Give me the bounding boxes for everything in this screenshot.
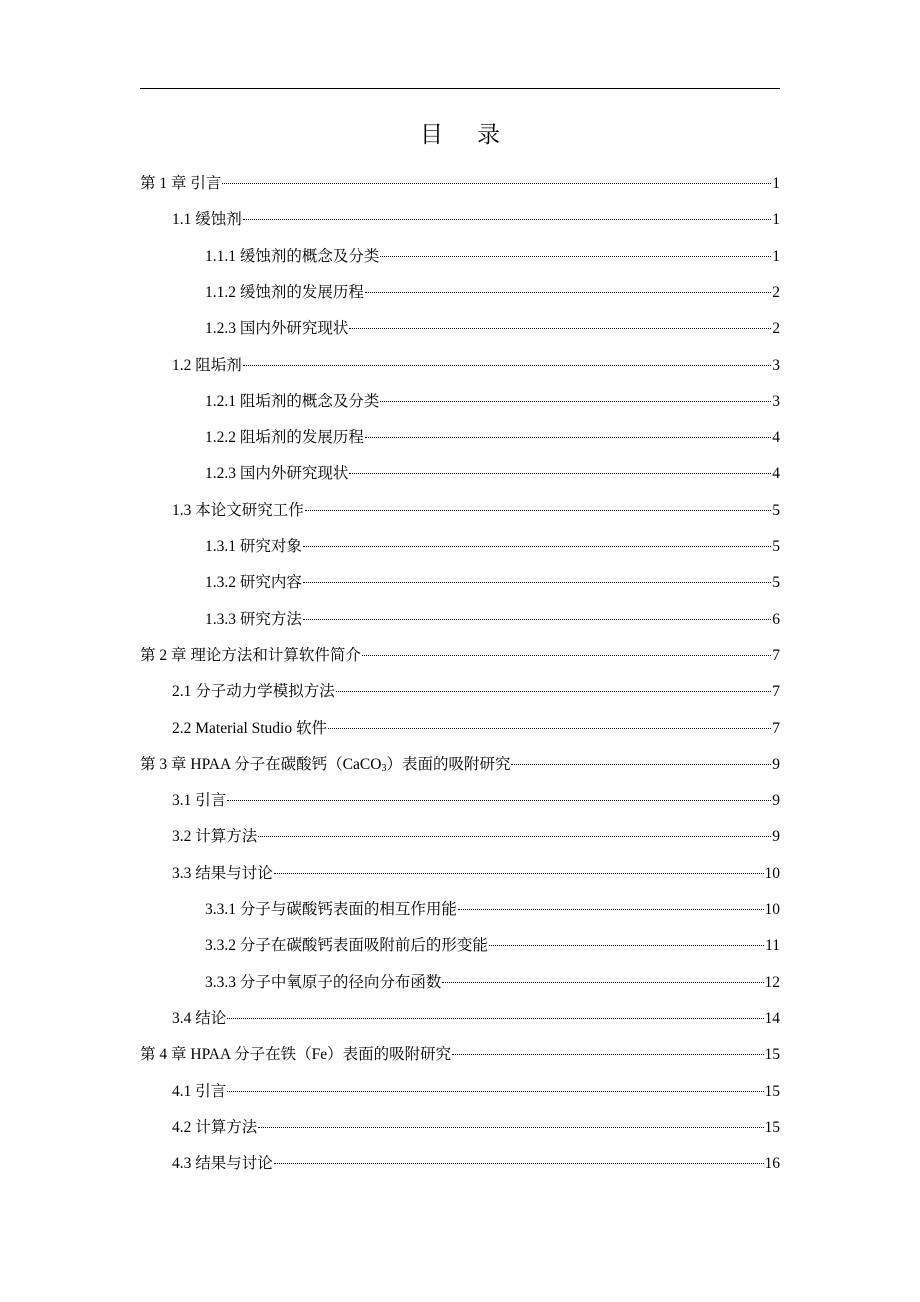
toc-page-number: 7 — [772, 646, 780, 664]
toc-entry[interactable] — [205, 608, 780, 632]
toc-dot-leader — [274, 1163, 764, 1164]
toc-page-number: 5 — [772, 574, 780, 592]
toc-dot-leader — [303, 546, 771, 547]
toc-dot-leader — [458, 909, 764, 910]
toc-page-number: 15 — [764, 1046, 780, 1064]
toc-dot-leader — [258, 836, 771, 837]
toc-page-number: 4 — [772, 465, 780, 483]
toc-page-number: 15 — [764, 1082, 780, 1100]
toc-page-number: 11 — [765, 937, 780, 955]
toc-page-number: 4 — [772, 429, 780, 447]
toc-dot-leader — [274, 873, 764, 874]
toc-entry-title: 1.2.3 国内外研究现状 — [205, 320, 349, 338]
toc-page-number: 2 — [772, 320, 780, 338]
toc-entry-title: 1.1.1 缓蚀剂的概念及分类 — [205, 247, 380, 265]
toc-entry-title: 3.3.3 分子中氧原子的径向分布函数 — [205, 973, 442, 991]
toc-entry[interactable] — [205, 535, 780, 559]
toc-entry-title: 第 1 章 引言 — [140, 175, 222, 192]
toc-page-number: 14 — [764, 1009, 780, 1027]
toc-dot-leader — [362, 655, 771, 656]
toc-entry[interactable] — [205, 971, 780, 995]
toc-entry[interactable] — [205, 571, 780, 595]
toc-dot-leader — [227, 1091, 763, 1092]
toc-entry[interactable] — [140, 1043, 780, 1067]
header-rule — [140, 88, 780, 89]
toc-entry[interactable] — [172, 1152, 780, 1176]
page-title-char-1: 目 — [420, 122, 443, 147]
toc-entry-title: 3.4 结论 — [172, 1009, 227, 1027]
toc-page-number: 15 — [764, 1118, 780, 1136]
toc-entry[interactable] — [172, 1116, 780, 1140]
toc-page-number: 1 — [772, 175, 780, 192]
toc-entry-title: 3.1 引言 — [172, 792, 227, 810]
toc-dot-leader — [222, 183, 771, 184]
toc-page-number: 9 — [772, 792, 780, 810]
toc-dot-leader — [243, 219, 771, 220]
toc-entry-title: 1.1.2 缓蚀剂的发展历程 — [205, 283, 364, 301]
toc-page-number: 16 — [764, 1155, 780, 1173]
toc-dot-leader — [303, 619, 771, 620]
toc-entry-title: 3.3.2 分子在碳酸钙表面吸附前后的形变能 — [205, 937, 488, 955]
toc-entry[interactable] — [172, 499, 780, 523]
toc-entry-title: 第 3 章 HPAA 分子在碳酸钙（CaCO$_3$）表面的吸附研究 — [140, 755, 511, 774]
toc-entry[interactable] — [172, 789, 780, 813]
toc-dot-leader — [365, 437, 771, 438]
toc-entry[interactable] — [205, 281, 780, 305]
toc-page-number: 7 — [772, 719, 780, 737]
toc-dot-leader — [489, 945, 764, 946]
toc-entry[interactable] — [205, 317, 780, 341]
toc-entry-title: 2.2 Material Studio 软件 — [172, 719, 327, 737]
toc-entry[interactable] — [172, 1080, 780, 1104]
toc-entry-title: 3.3 结果与讨论 — [172, 864, 273, 882]
toc-page-number: 9 — [772, 828, 780, 846]
toc-dot-leader — [452, 1054, 763, 1055]
toc-page-number: 3 — [772, 356, 780, 374]
toc-dot-leader — [380, 401, 771, 402]
toc-page-number: 7 — [772, 683, 780, 701]
toc-entry-title: 1.2.2 阻垢剂的发展历程 — [205, 429, 364, 447]
toc-dot-leader — [511, 764, 771, 765]
toc-page-number: 5 — [772, 501, 780, 519]
toc-entry-title: 1.3 本论文研究工作 — [172, 501, 304, 519]
toc-page-number: 6 — [772, 610, 780, 628]
toc-entry-title: 1.3.3 研究方法 — [205, 610, 302, 628]
toc-entry-title: 第 4 章 HPAA 分子在铁（Fe）表面的吸附研究 — [140, 1046, 452, 1064]
toc-dot-leader — [365, 292, 771, 293]
toc-dot-leader — [227, 1018, 763, 1019]
toc-page-number: 1 — [772, 247, 780, 265]
toc-entry-title: 4.3 结果与讨论 — [172, 1155, 273, 1173]
toc-page-number: 9 — [772, 755, 780, 773]
toc-entry[interactable] — [205, 462, 780, 486]
toc-entry[interactable] — [205, 245, 780, 269]
toc-dot-leader — [380, 256, 771, 257]
toc-page-number: 10 — [764, 864, 780, 882]
toc-entry[interactable] — [172, 208, 780, 232]
toc-entry[interactable] — [172, 862, 780, 886]
toc-entry-title: 1.2.3 国内外研究现状 — [205, 465, 349, 483]
toc-entry-title: 1.2 阻垢剂 — [172, 356, 242, 374]
toc-entry[interactable] — [205, 934, 780, 958]
toc-entry-title: 1.3.1 研究对象 — [205, 538, 302, 555]
toc-entry[interactable] — [205, 898, 780, 922]
toc-dot-leader — [442, 982, 763, 983]
toc-dot-leader — [349, 473, 771, 474]
page-title-char-2: 录 — [477, 122, 500, 147]
toc-dot-leader — [243, 365, 771, 366]
toc-dot-leader — [303, 582, 771, 583]
toc-entry-title: 1.1 缓蚀剂 — [172, 211, 242, 229]
toc-dot-leader — [349, 328, 771, 329]
toc-entry[interactable] — [172, 680, 780, 704]
toc-entry-title: 1.3.2 研究内容 — [205, 574, 302, 592]
toc-entry[interactable] — [172, 354, 780, 378]
toc-entry-title: 4.2 计算方法 — [172, 1118, 258, 1136]
toc-page-number: 2 — [772, 283, 780, 301]
toc-entry[interactable] — [140, 753, 780, 777]
toc-entry-title: 4.1 引言 — [172, 1082, 227, 1100]
toc-dot-leader — [227, 800, 771, 801]
toc-entry[interactable] — [172, 1007, 780, 1031]
toc-page-number: 12 — [764, 973, 780, 991]
toc-entry-title: 2.1 分子动力学模拟方法 — [172, 683, 335, 701]
toc-entry[interactable] — [205, 426, 780, 450]
toc-entry-title: 1.2.1 阻垢剂的概念及分类 — [205, 392, 380, 410]
toc-entry[interactable] — [172, 825, 780, 849]
toc-entry-title: 3.2 计算方法 — [172, 828, 258, 846]
toc-page-number: 5 — [772, 538, 780, 555]
page-title — [0, 116, 920, 149]
toc-entry[interactable] — [140, 644, 780, 668]
toc-entry-title: 3.3.1 分子与碳酸钙表面的相互作用能 — [205, 901, 457, 918]
toc-entry-title: 第 2 章 理论方法和计算软件简介 — [140, 646, 361, 664]
toc-dot-leader — [336, 691, 771, 692]
toc-page-number: 10 — [764, 901, 780, 918]
toc-entry[interactable] — [140, 172, 780, 196]
toc-entry[interactable] — [172, 717, 780, 741]
toc-dot-leader — [328, 728, 771, 729]
toc-dot-leader — [305, 510, 771, 511]
toc-entry[interactable] — [205, 390, 780, 414]
toc-dot-leader — [258, 1127, 763, 1128]
toc-page-number: 1 — [772, 211, 780, 229]
toc-page-number: 3 — [772, 392, 780, 410]
